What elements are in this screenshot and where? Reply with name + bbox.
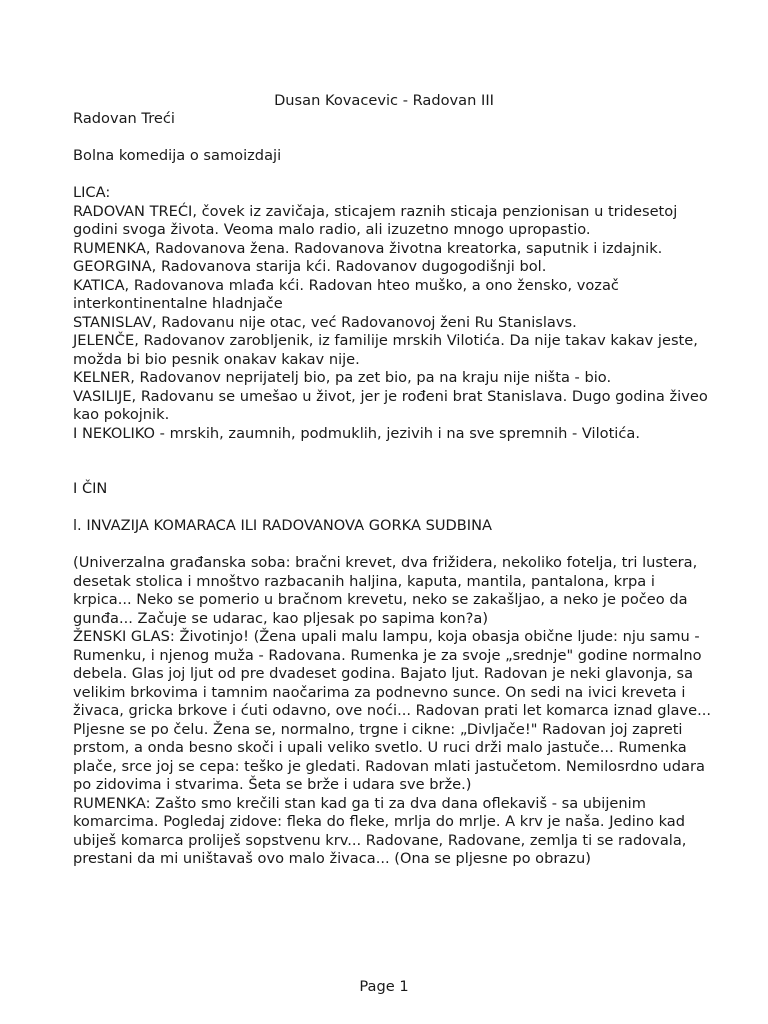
cast-entry: VASILIJE, Radovanu se umešao u život, jer je rođeni brat Stanislava. Dugo godina živeo kao pokojnik. (73, 387, 713, 423)
spacer (73, 166, 713, 185)
document-body (73, 110, 716, 869)
document-subtitle: Bolna komedija o samoizdaji (73, 147, 282, 164)
document-title: Radovan Treći (73, 110, 175, 127)
cast-entry: RUMENKA, Radovanova žena. Radovanova životna kreatorka, saputnik i izdajnik. (73, 239, 663, 257)
page-number: Page 1 (359, 978, 409, 995)
running-header-title: Dusan Kovacevic - Radovan III (274, 92, 494, 109)
act-heading: I ČIN (73, 480, 108, 497)
spacer (73, 536, 713, 555)
scene-paragraph: ŽENSKI GLAS: Životinjo! (Žena upali malu lampu, koja obasja obične ljude: nju samu - Rumenku, i njenog muža - Radovana. Rumenka je za svoje „srednje" godine normalno debela. Glas joj ljut od pre dvadeset godina. Bajato ljut. Radovan je neki glavonja, sa velikim brkovima i tamnim naočarima za podnevno sunce. On sedi na ivici kreveta i živaca, gricka brkove i ćuti odavno, ove noći... Radovan prati let komarca iznad glave... Pljesne se po čelu. Žena se, normalno, trgne i cikne: „Divljače!" Radovan joj zapreti prstom, a onda besno skoči i upali veliko svetlo. U ruci drži malo jastuče... Rumenka plače, srce joj se cepa: teško je gledati. Radovan mlati jastučetom. Nemilosrdno udara po zidovima i stvarima. Šeta se brže i udara sve brže.) (73, 628, 716, 793)
cast-entry: I NEKOLIKO - mrskih, zaumnih, podmuklih, jezivih i na sve spremnih - Vilotića. (73, 424, 640, 442)
cast-entry: STANISLAV, Radovanu nije otac, već Radovanovoj ženi Ru Stanislavs. (73, 313, 577, 331)
cast-entry: JELENČE, Radovanov zarobljenik, iz familije mrskih Vilotića. Da nije takav kakav jeste, možda bi bio pesnik onakav kakav nije. (73, 332, 703, 368)
cast-heading: LICA: (73, 184, 111, 201)
scene-paragraph: RUMENKA: Zašto smo krečili stan kad ga ti za dva dana oflekaviš - sa ubijenim komarcima. Pogledaj zidove: fleka do fleke, mrlja do mrlje. A krv je naša. Jedino kad ubiješ komarca proliješ sopstvenu krv... Radovane, Radovane, zemlja ti se radovala, prestani da mi uništavaš ovo malo živaca... (Ona se pljesne po obrazu) (73, 794, 692, 867)
cast-entry: GEORGINA, Radovanova starija kći. Radovanov dugogodišnji bol. (73, 258, 547, 275)
cast-entry: RADOVAN TREĆI, čovek iz zavičaja, sticajem raznih sticaja penzionisan u tridesetoj godini svoga života. Veoma malo radio, ali izuzetno mnogo upropastio. (73, 202, 682, 238)
cast-entry: KATICA, Radovanova mlađa kći. Radovan hteo muško, a ono žensko, vozač interkontinentalne hladnjače (73, 276, 624, 312)
spacer (73, 499, 713, 518)
scene-paragraph: (Univerzalna građanska soba: bračni krevet, dva frižidera, nekoliko fotelja, tri lustera, desetak stolica i mnoštvo razbacanih haljina, kaputa, mantila, pantalona, krpa i krpica... Neko se pomerio u bračnom krevetu, neko se zakašljao, a neko je počeo da gunđa... Začuje se udarac, kao pljesak po sapima kon?a) (73, 554, 702, 627)
spacer (73, 443, 713, 480)
cast-entry: KELNER, Radovanov neprijatelj bio, pa zet bio, pa na kraju nije ništa - bio. (73, 369, 612, 386)
scene-heading: l. INVAZIJA KOMARACA ILI RADOVANOVA GORKA SUDBINA (73, 517, 492, 534)
spacer (73, 129, 713, 148)
